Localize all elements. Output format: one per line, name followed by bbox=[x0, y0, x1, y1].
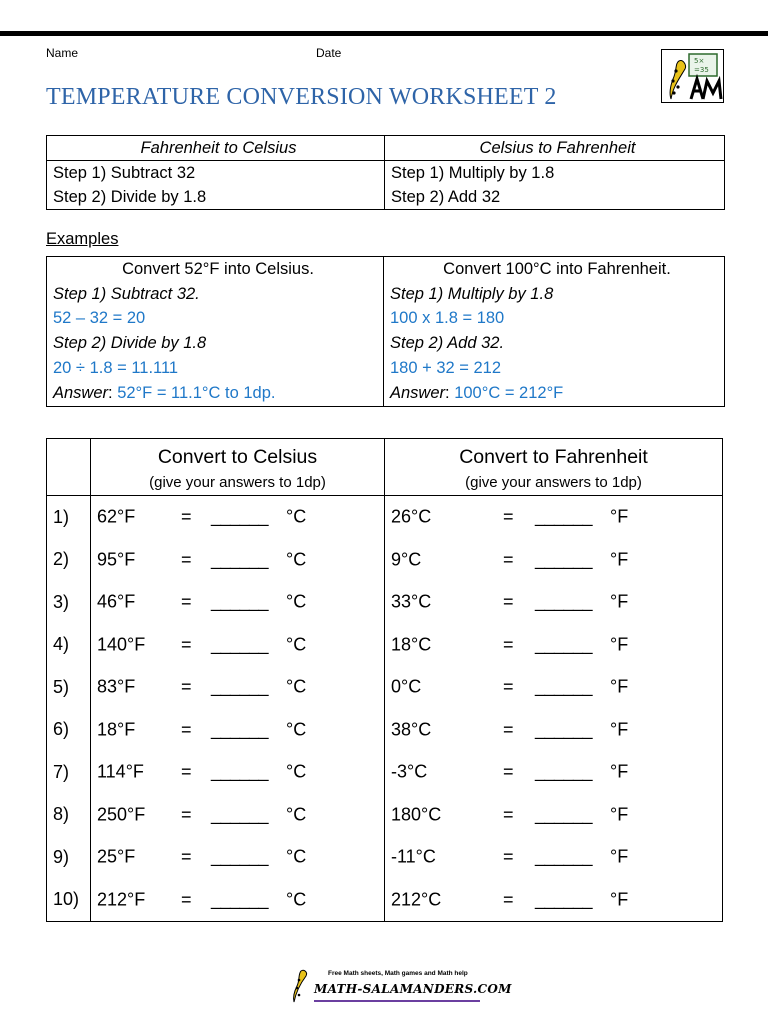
answer-unit: °F bbox=[610, 591, 629, 612]
equals-sign: = bbox=[181, 719, 192, 740]
question-row bbox=[47, 666, 723, 709]
example-left-answer bbox=[47, 381, 384, 406]
equals-sign: = bbox=[503, 761, 514, 782]
question-row bbox=[47, 836, 723, 879]
answer-blank[interactable]: ______ bbox=[535, 804, 593, 825]
equals-sign: = bbox=[181, 506, 192, 527]
fahrenheit-value: 114°F bbox=[97, 761, 144, 782]
answer-blank[interactable]: ______ bbox=[211, 506, 269, 527]
question-number: 3) bbox=[47, 581, 91, 624]
answer-unit: °C bbox=[286, 846, 307, 867]
steps-table bbox=[46, 135, 725, 210]
fahrenheit-value: 46°F bbox=[97, 591, 136, 612]
celsius-question bbox=[91, 666, 385, 709]
celsius-value: 18°C bbox=[391, 634, 432, 655]
equals-sign: = bbox=[181, 549, 192, 570]
celsius-question bbox=[91, 751, 385, 794]
equals-sign: = bbox=[503, 634, 514, 655]
example-right-answer bbox=[384, 381, 725, 406]
answer-unit: °C bbox=[286, 676, 307, 697]
fahrenheit-value: 62°F bbox=[97, 506, 136, 527]
example-left-calc1: 52 – 32 = 20 bbox=[47, 307, 384, 332]
equals-sign: = bbox=[503, 804, 514, 825]
question-row bbox=[47, 751, 723, 794]
fahrenheit-value: 25°F bbox=[97, 846, 136, 867]
answer-blank[interactable]: ______ bbox=[211, 804, 269, 825]
celsius-question bbox=[91, 879, 385, 922]
question-rows bbox=[47, 496, 723, 922]
celsius-section-instruction: (give your answers to 1dp) bbox=[91, 469, 385, 496]
answer-unit: °F bbox=[610, 634, 629, 655]
answer-unit: °C bbox=[286, 719, 307, 740]
celsius-question bbox=[91, 836, 385, 879]
fahrenheit-value: 140°F bbox=[97, 634, 146, 655]
answer-blank[interactable]: ______ bbox=[535, 591, 593, 612]
question-number: 5) bbox=[47, 666, 91, 709]
answer-unit: °F bbox=[610, 889, 629, 910]
answer-colon: : bbox=[445, 383, 455, 402]
equals-sign: = bbox=[503, 889, 514, 910]
answer-blank[interactable]: ______ bbox=[535, 761, 593, 782]
worksheet-title: TEMPERATURE CONVERSION WORKSHEET 2 bbox=[46, 84, 557, 110]
celsius-value: 38°C bbox=[391, 719, 432, 740]
celsius-question bbox=[91, 581, 385, 624]
equals-sign: = bbox=[181, 591, 192, 612]
answer-blank[interactable]: ______ bbox=[211, 719, 269, 740]
example-right-title: Convert 100°C into Fahrenheit. bbox=[384, 257, 725, 282]
answer-unit: °F bbox=[610, 761, 629, 782]
celsius-question bbox=[91, 496, 385, 539]
salamander-teacher-logo bbox=[661, 49, 724, 103]
examples-table bbox=[46, 256, 725, 407]
answer-blank[interactable]: ______ bbox=[211, 591, 269, 612]
fahrenheit-value: 83°F bbox=[97, 676, 136, 697]
question-number: 2) bbox=[47, 539, 91, 582]
fahrenheit-question bbox=[385, 879, 723, 922]
answer-blank[interactable]: ______ bbox=[211, 889, 269, 910]
question-number: 6) bbox=[47, 709, 91, 752]
answer-unit: °F bbox=[610, 719, 629, 740]
answer-unit: °F bbox=[610, 676, 629, 697]
fahrenheit-value: 18°F bbox=[97, 719, 136, 740]
question-row bbox=[47, 879, 723, 922]
question-row bbox=[47, 496, 723, 539]
example-left-calc2: 20 ÷ 1.8 = 11.111 bbox=[47, 356, 384, 381]
answer-unit: °C bbox=[286, 761, 307, 782]
fahrenheit-section-instruction: (give your answers to 1dp) bbox=[385, 469, 723, 496]
celsius-section-title: Convert to Celsius bbox=[91, 439, 385, 470]
equals-sign: = bbox=[503, 719, 514, 740]
answer-blank[interactable]: ______ bbox=[535, 549, 593, 570]
example-left-title: Convert 52°F into Celsius. bbox=[47, 257, 384, 282]
example-right-calc2: 180 + 32 = 212 bbox=[384, 356, 725, 381]
steps-cell: Step 1) Multiply by 1.8 bbox=[385, 161, 725, 186]
examples-label: Examples bbox=[46, 230, 119, 248]
steps-cell: Step 1) Subtract 32 bbox=[47, 161, 385, 186]
celsius-value: 0°C bbox=[391, 676, 422, 697]
celsius-question bbox=[91, 539, 385, 582]
celsius-value: 180°C bbox=[391, 804, 442, 825]
answer-label: Answer bbox=[53, 383, 109, 402]
equals-sign: = bbox=[181, 761, 192, 782]
question-number: 9) bbox=[47, 836, 91, 879]
question-number: 7) bbox=[47, 751, 91, 794]
equals-sign: = bbox=[503, 506, 514, 527]
svg-text:5×: 5× bbox=[694, 57, 705, 65]
fahrenheit-question bbox=[385, 836, 723, 879]
answer-unit: °C bbox=[286, 804, 307, 825]
answer-unit: °C bbox=[286, 591, 307, 612]
answer-unit: °C bbox=[286, 549, 307, 570]
question-row bbox=[47, 709, 723, 752]
celsius-question bbox=[91, 624, 385, 667]
answer-blank[interactable]: ______ bbox=[211, 549, 269, 570]
celsius-question bbox=[91, 794, 385, 837]
equals-sign: = bbox=[503, 549, 514, 570]
question-number: 1) bbox=[47, 496, 91, 539]
question-number: 8) bbox=[47, 794, 91, 837]
answer-colon: : bbox=[108, 383, 118, 402]
question-number: 10) bbox=[47, 879, 91, 922]
celsius-value: 212°C bbox=[391, 889, 442, 910]
salamander-footer-icon bbox=[288, 968, 314, 1004]
fahrenheit-question bbox=[385, 794, 723, 837]
answer-value: 52°F = 11.1°C to 1dp. bbox=[117, 383, 276, 402]
fahrenheit-question bbox=[385, 624, 723, 667]
fahrenheit-question bbox=[385, 581, 723, 624]
celsius-value: -3°C bbox=[391, 761, 428, 782]
answer-blank[interactable]: ______ bbox=[535, 634, 593, 655]
answer-unit: °F bbox=[610, 549, 629, 570]
footer-brand bbox=[288, 968, 512, 1004]
name-label: Name bbox=[46, 46, 79, 60]
equals-sign: = bbox=[503, 676, 514, 697]
answer-blank[interactable]: ______ bbox=[535, 676, 593, 697]
question-row bbox=[47, 581, 723, 624]
example-right-calc1: 100 x 1.8 = 180 bbox=[384, 307, 725, 332]
celsius-value: 9°C bbox=[391, 549, 422, 570]
date-label: Date bbox=[316, 46, 342, 60]
fahrenheit-question bbox=[385, 666, 723, 709]
fahrenheit-value: 95°F bbox=[97, 549, 136, 570]
number-column-header bbox=[47, 439, 91, 470]
example-right-step1: Step 1) Multiply by 1.8 bbox=[384, 282, 725, 307]
answer-blank[interactable]: ______ bbox=[211, 634, 269, 655]
celsius-value: 26°C bbox=[391, 506, 432, 527]
svg-text:=35: =35 bbox=[694, 66, 709, 74]
fahrenheit-question bbox=[385, 539, 723, 582]
answer-blank[interactable]: ______ bbox=[535, 719, 593, 740]
equals-sign: = bbox=[503, 846, 514, 867]
celsius-question bbox=[91, 709, 385, 752]
answer-blank[interactable]: ______ bbox=[535, 506, 593, 527]
question-row bbox=[47, 624, 723, 667]
answer-blank[interactable]: ______ bbox=[535, 846, 593, 867]
celsius-value: -11°C bbox=[391, 846, 436, 867]
fahrenheit-question bbox=[385, 709, 723, 752]
answer-blank[interactable]: ______ bbox=[211, 761, 269, 782]
fahrenheit-value: 250°F bbox=[97, 804, 146, 825]
example-right-step2: Step 2) Add 32. bbox=[384, 331, 725, 356]
question-row bbox=[47, 794, 723, 837]
top-rule bbox=[0, 31, 768, 36]
equals-sign: = bbox=[181, 889, 192, 910]
answer-blank[interactable]: ______ bbox=[211, 676, 269, 697]
answer-blank[interactable]: ______ bbox=[535, 889, 593, 910]
equals-sign: = bbox=[181, 804, 192, 825]
footer-tagline: Free Math sheets, Math games and Math help bbox=[328, 970, 468, 977]
answer-unit: °F bbox=[610, 846, 629, 867]
equals-sign: = bbox=[503, 591, 514, 612]
answer-unit: °F bbox=[610, 506, 629, 527]
answer-label: Answer bbox=[390, 383, 446, 402]
questions-table bbox=[46, 438, 723, 922]
equals-sign: = bbox=[181, 676, 192, 697]
example-left-step2: Step 2) Divide by 1.8 bbox=[47, 331, 384, 356]
steps-cell: Step 2) Add 32 bbox=[385, 185, 725, 210]
fahrenheit-question bbox=[385, 496, 723, 539]
fahrenheit-value: 212°F bbox=[97, 889, 146, 910]
answer-unit: °C bbox=[286, 634, 307, 655]
question-row bbox=[47, 539, 723, 582]
number-column-subheader bbox=[47, 469, 91, 496]
answer-unit: °C bbox=[286, 506, 307, 527]
answer-value: 100°C = 212°F bbox=[454, 383, 564, 402]
equals-sign: = bbox=[181, 634, 192, 655]
fahrenheit-section-title: Convert to Fahrenheit bbox=[385, 439, 723, 470]
steps-header-c-to-f: Celsius to Fahrenheit bbox=[385, 136, 725, 161]
fahrenheit-question bbox=[385, 751, 723, 794]
steps-cell: Step 2) Divide by 1.8 bbox=[47, 185, 385, 210]
example-left-step1: Step 1) Subtract 32. bbox=[47, 282, 384, 307]
steps-header-f-to-c: Fahrenheit to Celsius bbox=[47, 136, 385, 161]
footer-site-name: MATH-SALAMANDERS.COM bbox=[314, 982, 512, 996]
footer-underline bbox=[314, 1000, 480, 1002]
answer-blank[interactable]: ______ bbox=[211, 846, 269, 867]
answer-unit: °C bbox=[286, 889, 307, 910]
equals-sign: = bbox=[181, 846, 192, 867]
answer-unit: °F bbox=[610, 804, 629, 825]
celsius-value: 33°C bbox=[391, 591, 432, 612]
question-number: 4) bbox=[47, 624, 91, 667]
